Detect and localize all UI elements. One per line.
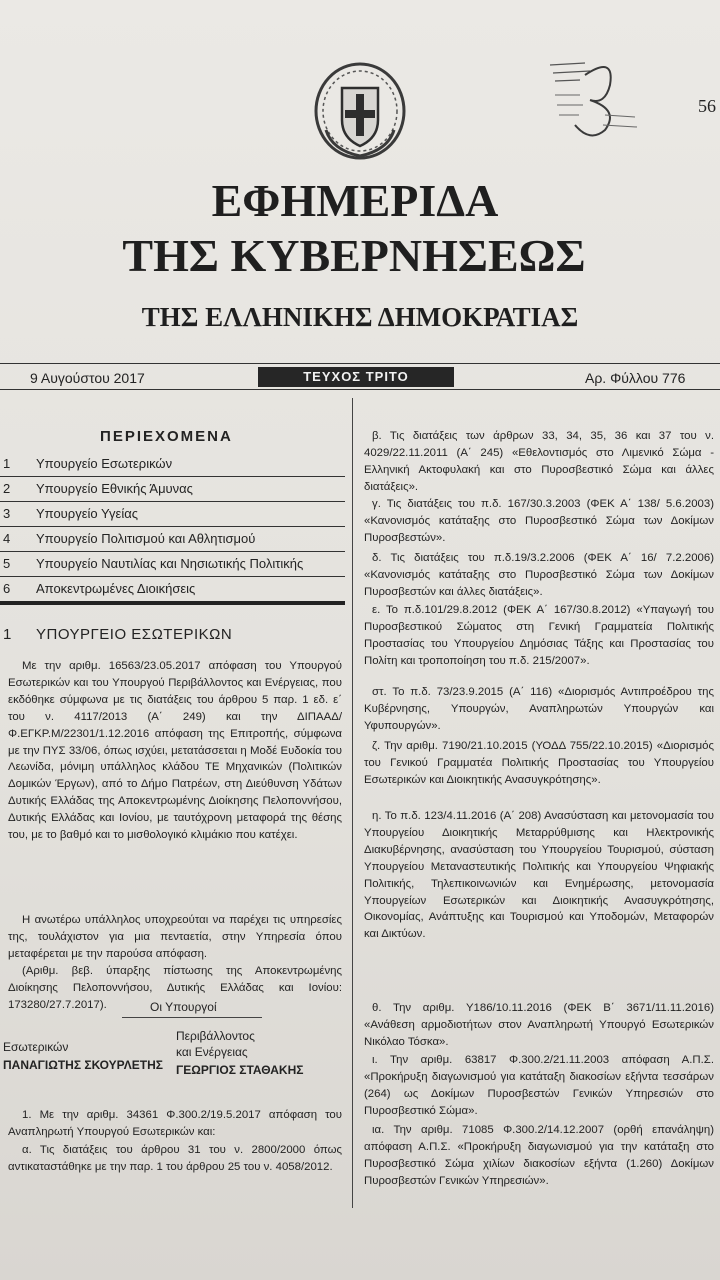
obligation-paragraph: Η ανωτέρω υπάλληλος υποχρεούται να παρέχει τις υπηρεσίες της, τουλάχιστον για μια πενταετία, στην Υπηρεσία όπου μεταφέρεται με την παρούσα απόφαση.: [8, 914, 342, 960]
greek-coat-of-arms-icon: [312, 60, 408, 162]
issue-date: 9 Αυγούστου 2017: [30, 370, 145, 386]
issue-info-bar: [0, 363, 720, 393]
column-divider: [352, 398, 353, 1208]
signature-rule: [122, 1017, 262, 1018]
minister-left-role: Εσωτερικών: [3, 1040, 69, 1054]
contents-item: 6 Αποκεντρωμένες Διοικήσεις: [3, 581, 196, 596]
contents-item: 1 Υπουργείο Εσωτερικών: [0, 452, 345, 477]
masthead-title-line2: ΤΗΣ ΚΥΒΕΡΝΗΣΕΩΣ: [122, 230, 586, 281]
decision-intro-paragraph: 1. Με την αριθμ. 34361 Φ.300.2/19.5.2017 απόφαση του Αναπληρωτή Υπουργού Εσωτερικών και:: [8, 1109, 342, 1138]
right-paragraph: β. Τις διατάξεις των άρθρων 33, 34, 35, 36 και 37 του ν. 4029/22.11.2011 (Α΄ 245) «Εθελοντισμός στο Λιμενικό Σώμα - Ελληνική Ακτοφυλακή και στο Πυροσβεστικό Σώμα και άλλες διατάξεις».: [364, 430, 714, 493]
minister-right-role-line1: Περιβάλλοντος: [176, 1029, 255, 1043]
page-number: 56: [698, 96, 716, 116]
minister-right-name: ΓΕΩΡΓΙΟΣ ΣΤΑΘΑΚΗΣ: [176, 1063, 304, 1077]
masthead-subtitle: ΤΗΣ ΕΛΛΗΝΙΚΗΣ ΔΗΜΟΚΡΑΤΙΑΣ: [141, 302, 579, 332]
ministers-heading: Οι Υπουργοί: [150, 1000, 217, 1014]
minister-left-name: ΠΑΝΑΓΙΩΤΗΣ ΣΚΟΥΡΛΕΤΗΣ: [3, 1058, 164, 1072]
provision-paragraph: α. Τις διατάξεις του άρθρου 31 του ν. 2800/2000 όπως αντικαταστάθηκε με την παρ. 1 του άρθρου 25 του ν. 4058/2012.: [8, 1144, 342, 1173]
right-paragraph: ε. Το π.δ.101/29.8.2012 (ΦΕΚ Α΄ 167/30.8.2012) «Υπαγωγή του Πυροσβεστικού Σώματος στη Γενική Γραμματεία Πολιτικής Προστασίας του Υπουργείου Δημόσιας Τάξης και Προστασίας του Πολίτη και τροποποίηση του π.δ. 215/2007».: [364, 604, 714, 667]
contents-item: 3 Υπουργείο Υγείας: [0, 502, 345, 527]
right-paragraph: στ. Το π.δ. 73/23.9.2015 (Α΄ 116) «Διορισμός Αντιπροέδρου της Κυβέρνησης, Υπουργών, Αναπληρωτών Υπουργών και Υφυπουργών».: [364, 686, 714, 732]
decision-paragraph: Με την αριθμ. 16563/23.05.2017 απόφαση του Υπουργού Εσωτερικών και του Υπουργού Περιβάλλοντος και Ενέργειας, που εκδόθηκε σύμφωνα με τις διατάξεις του άρθρου 5 παρ. 1 εδ. ε΄ του ν. 4117/2013 (Α΄ 249) και την ΔΙΠΑΑΔ/Φ.ΕΓΚΡ.Μ/22301/1.12.2016 απόφαση της Επιτροπής, σύμφωνα με την ΠΥΣ 33/06, όπως ισχύει, μετατάσσεται η Μοδέ Ευδοκία του Λεωνίδα, μόνιμη υπάλληλος κλάδου ΤΕ Μηχανικών (Πολιτικών Δομικών Έργων), από το Δήμο Πατρέων, στη Διεύθυνση Υδάτων Δυτικής Ελλάδας της Αποκεντρωμένης Διοίκησης Πελοποννήσου, Δυτικής Ελλάδας και Ιονίου, με ταυτόχρονη μεταφορά της θέσης του, με το βαθμό και το μισθολογικό κλιμάκιο που κατέχει.: [8, 660, 342, 842]
sheet-number: Αρ. Φύλλου 776: [585, 370, 686, 386]
right-paragraph: δ. Τις διατάξεις του π.δ.19/3.2.2006 (ΦΕΚ Α΄ 16/ 7.2.2006) «Κανονισμός κατάταξης στο Πυροσβεστικό Σώμα των Δοκίμων Πυροσβεστών και άλλες διατάξεις».: [364, 552, 714, 598]
right-paragraph: η. Το π.δ. 123/4.11.2016 (Α΄ 208) Ανασύσταση και μετονομασία του Υπουργείου Διοικητικής Μεταρρύθμισης και Ηλεκτρονικής Διακυβέρνησης, ανασύσταση του Υπουργείου Τουρισμού, σύσταση Υπουργείου Μεταναστευτικής Πολιτικής και Υπουργείου Ψηφιακής Πολιτικής, Τηλεπικοινωνιών και Ενημέρωσης, μετονομασία Υπουργείων Εσωτερικών και Διοικητικής Ανασυγκρότησης, Οικονομίας, Ανάπτυξης και Τουρισμού και Υποδομών, Μεταφορών και Δικτύων.: [364, 810, 714, 941]
minister-right-role-line2: και Ενέργειας: [176, 1045, 248, 1059]
signature-stamp-icon: [545, 55, 640, 145]
masthead-title-line1: ΕΦΗΜΕΡΙΔΑ: [211, 175, 499, 226]
right-paragraph: γ. Τις διατάξεις του π.δ. 167/30.3.2003 (ΦΕΚ Α΄ 138/ 5.6.2003) «Κανονισμός κατάταξης στο Πυροσβεστικό Σώμα των Δοκίμων Πυροσβεστών».: [364, 498, 714, 544]
right-paragraph: θ. Την αριθμ. Υ186/10.11.2016 (ΦΕΚ Β΄ 3671/11.11.2016) «Ανάθεση αρμοδιοτήτων στον Αναπληρωτή Υπουργό Εσωτερικών Νικόλαο Τόσκα».: [364, 1002, 714, 1048]
right-paragraph: ζ. Την αριθμ. 7190/21.10.2015 (ΥΟΔΔ 755/22.10.2015) «Διορισμός του Γενικού Γραμματέα Πολιτικής Προστασίας του Υπουργείου Εσωτερικών και Διοικητικής Ανασυγκρότησης».: [364, 740, 714, 786]
right-paragraph: ια. Την αριθμ. 71085 Φ.300.2/14.12.2007 (ορθή επανάληψη) απόφαση Α.Π.Σ. «Προκήρυξη διαγωνισμού για την κατάταξη στο Πυροσβεστικό Σώμα χιλίων διακοσίων εξήντα (1.260) Δοκίμων Πυροσβεστών Γενικών Υπηρεσιών».: [364, 1124, 714, 1187]
credit-note-paragraph: (Αριθμ. βεβ. ύπαρξης πίστωσης της Αποκεντρωμένης Διοίκησης Πελοποννήσου, Δυτικής Ελλάδας και Ιονίου: 173280/27.7.2017).: [8, 965, 342, 1011]
gazette-page: 56 ΕΦΗΜΕΡΙΔΑ ΤΗΣ ΚΥΒΕΡΝΗΣΕΩΣ ΤΗΣ ΕΛΛΗΝΙΚΗΣ ΔΗΜΟΚΡΑΤΙΑΣ 9 Αυγούστου 2017 ΤΕΥΧΟΣ ΤΡΙΤΟ Αρ. Φύλλου 776 ΠΕΡΙΕΧΟΜΕΝΑ 1 Υπουργείο Εσωτερικών 2 Υπουργείο Εθνικής Άμυνας 3 Υπουργείο Υγείας 4 Υπουργείο Πολιτισμού και Αθλητισμού 5 Υπουργείο Ναυτιλίας και Νησιωτικής Πολιτικής 6 Αποκεντρωμένες Διοικήσεις 1 ΥΠΟΥΡΓΕΙΟ ΕΣΩΤΕΡΙΚΩΝ Με την αριθμ. 16563/23.05.2017 απόφαση του Υπουργού Εσωτερικών και του Υπουργού Περιβάλλοντος και Ενέργειας, που εκδόθηκε σύμφωνα με τις διατάξεις του άρθρου 5 παρ. 1 εδ. ε΄ του ν. 4117/2013 (Α΄ 249) και την ΔΙΠΑΑΔ/Φ.ΕΓΚΡ.Μ/22301/1.12.2016 απόφαση της Επιτροπής, σύμφωνα με την ΠΥΣ 33/06, όπως ισχύει, μετατάσσεται η Μοδέ Ευδοκία του Λεωνίδα, μόνιμη υπάλληλος κλάδου ΤΕ Μηχανικών (Πολιτικών Δομικών Έργων), από το Δήμο Πατρέων, στη Διεύθυνση Υδάτων Δυτικής Ελλάδας της Αποκεντρωμένης Διοίκησης Πελοποννήσου, Δυτικής Ελλάδας και Ιονίου, με ταυτόχρονη μεταφορά της θέσης του, με το βαθμό και το μισθολογικό κλιμάκιο που κατέχει. Η ανωτέρω υπάλληλος υποχρεούται να παρέχει τις υπηρεσίες της, τουλάχιστον για μια πενταετία, στην Υπηρεσία όπου μεταφέρεται με την παρούσα απόφαση. (Αριθμ. βεβ. ύπαρξης πίστωσης της Αποκεντρωμένης Διοίκησης Πελοποννήσου, Δυτικής Ελλάδας και Ιονίου: 173280/27.7.2017). Οι Υπουργοί Εσωτερικών ΠΑΝΑΓΙΩΤΗΣ ΣΚΟΥΡΛΕΤΗΣ Περιβάλλοντος και Ενέργειας ΓΕΩΡΓΙΟΣ ΣΤΑΘΑΚΗΣ 1. Με την αριθμ. 34361 Φ.300.2/19.5.2017 απόφαση του Αναπληρωτή Υπουργού Εσωτερικών και: α. Τις διατάξεις του άρθρου 31 του ν. 2800/2000 όπως αντικαταστάθηκε με την παρ. 1 του άρθρου 25 του ν. 4058/2012. β. Τις διατάξεις των άρθρων 33, 34, 35, 36 και 37 του ν. 4029/22.11.2011 (Α΄ 245) «Εθελοντισμός στο Λιμενικό Σώμα - Ελληνική Ακτοφυλακή και στο Πυροσβεστικό Σώμα και άλλες διατάξεις». γ. Τις διατάξεις του π.δ. 167/30.3.2003 (ΦΕΚ Α΄ 138/ 5.6.2003) «Κανονισμός κατάταξης στο Πυροσβεστικό Σώμα των Δοκίμων Πυροσβεστών». δ. Τις διατάξεις του π.δ.19/3.2.2006 (ΦΕΚ Α΄ 16/ 7.2.2006) «Κανονισμός κατάταξης στο Πυροσβεστικό Σώμα των Δοκίμων Πυροσβεστών και άλλες διατάξεις». ε. Το π.δ.101/29.8.2012 (ΦΕΚ Α΄ 167/30.8.2012) «Υπαγωγή του Πυροσβεστικού Σώματος στη Γενική Γραμματεία Πολιτικής Προστασίας του Υπουργείου Δημόσιας Τάξης και Προστασίας του Πολίτη και τροποποίηση του π.δ. 215/2007». στ. Το π.δ. 73/23.9.2015 (Α΄ 116) «Διορισμός Αντιπροέδρου της Κυβέρνησης, Υπουργών, Αναπληρωτών Υπουργών και Υφυπουργών». ζ. Την αριθμ. 7190/21.10.2015 (ΥΟΔΔ 755/22.10.2015) «Διορισμός του Γενικού Γραμματέα Πολιτικής Προστασίας του Υπουργείου Εσωτερικών και Διοικητικής Ανασυγκρότησης». η. Το π.δ. 123/4.11.2016 (Α΄ 208) Ανασύσταση και μετονομασία του Υπουργείου Διοικητικής Μεταρρύθμισης και Ηλεκτρονικής Διακυβέρνησης, ανασύσταση του Υπουργείου Τουρισμού, σύσταση Υπουργείου Μεταναστευτικής Πολιτικής και Υπουργείου Ψηφιακής Πολιτικής, Τηλεπικοινωνιών και Ενημέρωσης, μετονομασία Υπουργείων Εσωτερικών και Διοικητικής Ανασυγκρότησης, Οικονομίας, Ανάπτυξης και Τουρισμού και Υποδομών, Μεταφορών και Δικτύων. θ. Την αριθμ. Υ186/10.11.2016 (ΦΕΚ Β΄ 3671/11.11.2016) «Ανάθεση αρμοδιοτήτων στον Αναπληρωτή Υπουργό Εσωτερικών Νικόλαο Τόσκα». ι. Την αριθμ. 63817 Φ.300.2/21.11.2003 απόφαση Α.Π.Σ. «Προκήρυξη διαγωνισμού για κατάταξη διακοσίων εξήντα τεσσάρων (264) ως Δοκίμων Πυροσβεστών Γενικών Υπηρεσιών στο Πυροσβεστικό Σώμα». ια. Την αριθμ. 71085 Φ.300.2/14.12.2007 (ορθή επανάληψη) απόφαση Α.Π.Σ. «Προκήρυξη διαγωνισμού για την κατάταξη στο Πυροσβεστικό Σώμα χιλίων διακοσίων εξήντα (1.260) Δοκίμων Πυροσβεστών Γενικών Υπηρεσιών».: [0, 0, 720, 1280]
contents-list: [0, 452, 345, 601]
contents-item: 2 Υπουργείο Εθνικής Άμυνας: [0, 477, 345, 502]
contents-item: 5 Υπουργείο Ναυτιλίας και Νησιωτικής Πολιτικής: [0, 552, 345, 577]
section-divider: [0, 601, 345, 605]
contents-item: 4 Υπουργείο Πολιτισμού και Αθλητισμού: [0, 527, 345, 552]
right-paragraph: ι. Την αριθμ. 63817 Φ.300.2/21.11.2003 απόφαση Α.Π.Σ. «Προκήρυξη διαγωνισμού για κατάταξη διακοσίων εξήντα τεσσάρων (264) ως Δοκίμων Πυροσβεστών Γενικών Υπηρεσιών στο Πυροσβεστικό Σώμα».: [364, 1054, 714, 1117]
contents-heading: ΠΕΡΙΕΧΟΜΕΝΑ: [100, 428, 233, 445]
issue-label: ΤΕΥΧΟΣ ΤΡΙΤΟ: [258, 367, 454, 387]
